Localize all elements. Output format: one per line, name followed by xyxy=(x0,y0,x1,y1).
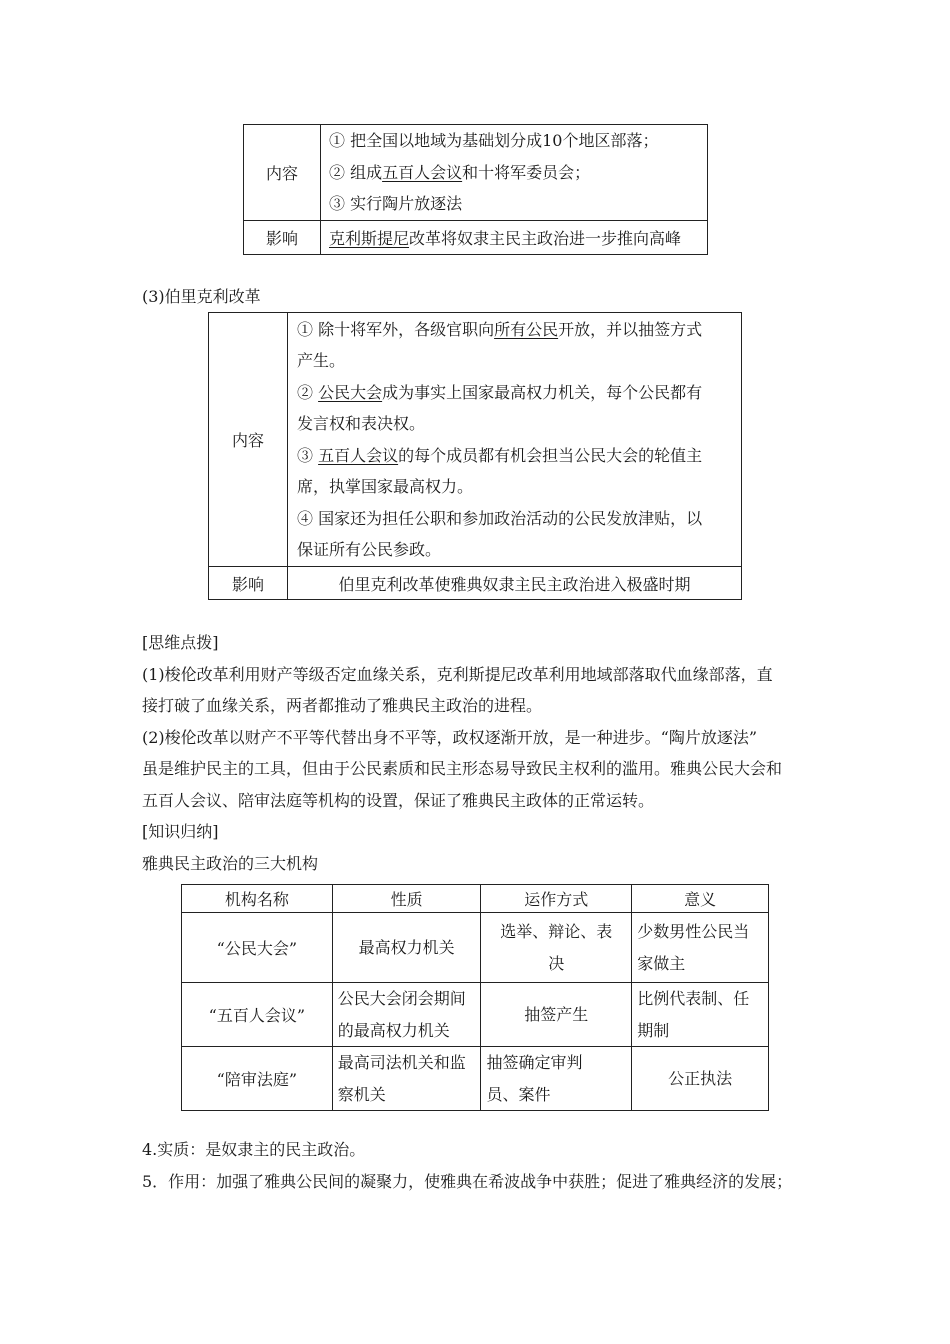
point-4: 4.实质：是奴隶主的民主政治。 xyxy=(142,1140,366,1159)
underlined-term: 克利斯提尼 xyxy=(329,228,410,248)
institutions-table xyxy=(181,884,769,1111)
underlined-term: 五百人会议 xyxy=(318,445,399,465)
row-label-effect xyxy=(244,220,321,254)
content-cell xyxy=(321,125,708,221)
content-item: ④ 国家还为担任公职和参加政治活动的公民发放津贴，以 xyxy=(297,508,703,528)
column-header: 运作方式 xyxy=(481,885,632,913)
effect-text: 改革将奴隶主民主政治进一步推向高峰 xyxy=(409,228,682,248)
cell-method: 抽签产生 xyxy=(481,983,632,1047)
underlined-term: 公民大会 xyxy=(318,382,383,402)
thinking-line: 接打破了血缘关系，两者都推动了雅典民主政治的进程。 xyxy=(142,696,543,715)
cell-method: 抽签确定审判 员、案件 xyxy=(481,1047,632,1111)
cell-meaning: 公正执法 xyxy=(632,1047,769,1111)
label-text: 内容 xyxy=(265,163,298,183)
label-text: 影响 xyxy=(265,228,298,248)
cell-nature: 最高权力机关 xyxy=(332,913,481,983)
knowledge-subtitle: 雅典民主政治的三大机构 xyxy=(142,854,319,873)
label-text: 内容 xyxy=(231,431,264,450)
reform-table-pericles xyxy=(208,312,742,600)
content-item: ③ 五百人会议的每个成员都有机会担当公民大会的轮值主 xyxy=(297,445,703,465)
cell-name: “陪审法庭” xyxy=(182,1047,333,1111)
cell-meaning: 少数男性公民当 家做主 xyxy=(632,913,769,983)
knowledge-heading: [知识归纳] xyxy=(142,822,219,841)
content-item: ① 把全国以地域为基础划分成10个地区部落； xyxy=(329,131,659,150)
point-5: 5．作用：加强了雅典公民间的凝聚力，使雅典在希波战争中获胜；促进了雅典经济的发展； xyxy=(142,1172,793,1191)
cell-nature: 最高司法机关和监 察机关 xyxy=(332,1047,481,1111)
thinking-line: 虽是维护民主的工具，但由于公民素质和民主形态易导致民主权利的滥用。雅典公民大会和 xyxy=(142,759,783,778)
section-title: (3)伯里克利改革 xyxy=(142,287,261,306)
reform-table-cleisthenes xyxy=(243,124,708,255)
effect-cell xyxy=(321,220,708,254)
row-label-effect xyxy=(209,567,288,600)
effect-text: 伯里克利改革使雅典奴隶主民主政治进入极盛时期 xyxy=(338,574,691,594)
content-item-cont: 席，执掌国家最高权力。 xyxy=(297,477,474,496)
content-item-cont: 保证所有公民参政。 xyxy=(297,540,442,559)
thinking-line: 五百人会议、陪审法庭等机构的设置，保证了雅典民主政体的正常运转。 xyxy=(142,791,655,810)
content-item: ② 组成五百人会议和十将军委员会； xyxy=(329,162,591,182)
cell-meaning: 比例代表制、任 期制 xyxy=(632,983,769,1047)
underlined-term: 所有公民 xyxy=(494,319,559,339)
cell-name: “公民大会” xyxy=(182,913,333,983)
cell-nature: 公民大会闭会期间 的最高权力机关 xyxy=(332,983,481,1047)
thinking-line: (1)梭伦改革利用财产等级否定血缘关系，克利斯提尼改革利用地域部落取代血缘部落，直 xyxy=(142,665,773,684)
table-row xyxy=(182,913,769,983)
cell-method: 选举、辩论、表 决 xyxy=(481,913,632,983)
thinking-line: (2)梭伦改革以财产不平等代替出身不平等，政权逐渐开放，是一种进步。“陶片放逐法” xyxy=(142,728,758,747)
row-label-content xyxy=(244,125,321,221)
content-item: ① 除十将军外，各级官职向所有公民开放，并以抽签方式 xyxy=(297,319,703,339)
row-label-content xyxy=(209,313,288,567)
column-header: 机构名称 xyxy=(182,885,333,913)
content-item: ② 公民大会成为事实上国家最高权力机关，每个公民都有 xyxy=(297,382,703,402)
column-header: 意义 xyxy=(632,885,769,913)
content-cell xyxy=(288,313,742,567)
effect-cell xyxy=(288,567,742,600)
content-item-cont: 产生。 xyxy=(297,351,346,370)
thinking-heading: [思维点拨] xyxy=(142,633,219,652)
label-text: 影响 xyxy=(231,574,264,594)
cell-name: “五百人会议” xyxy=(182,983,333,1047)
column-header: 性质 xyxy=(332,885,481,913)
underlined-term: 五百人会议 xyxy=(382,162,463,182)
content-item: ③ 实行陶片放逐法 xyxy=(329,194,463,213)
table-row xyxy=(182,1047,769,1111)
table-header-row xyxy=(182,885,769,913)
table-row xyxy=(182,983,769,1047)
content-item-cont: 发言权和表决权。 xyxy=(297,414,426,433)
